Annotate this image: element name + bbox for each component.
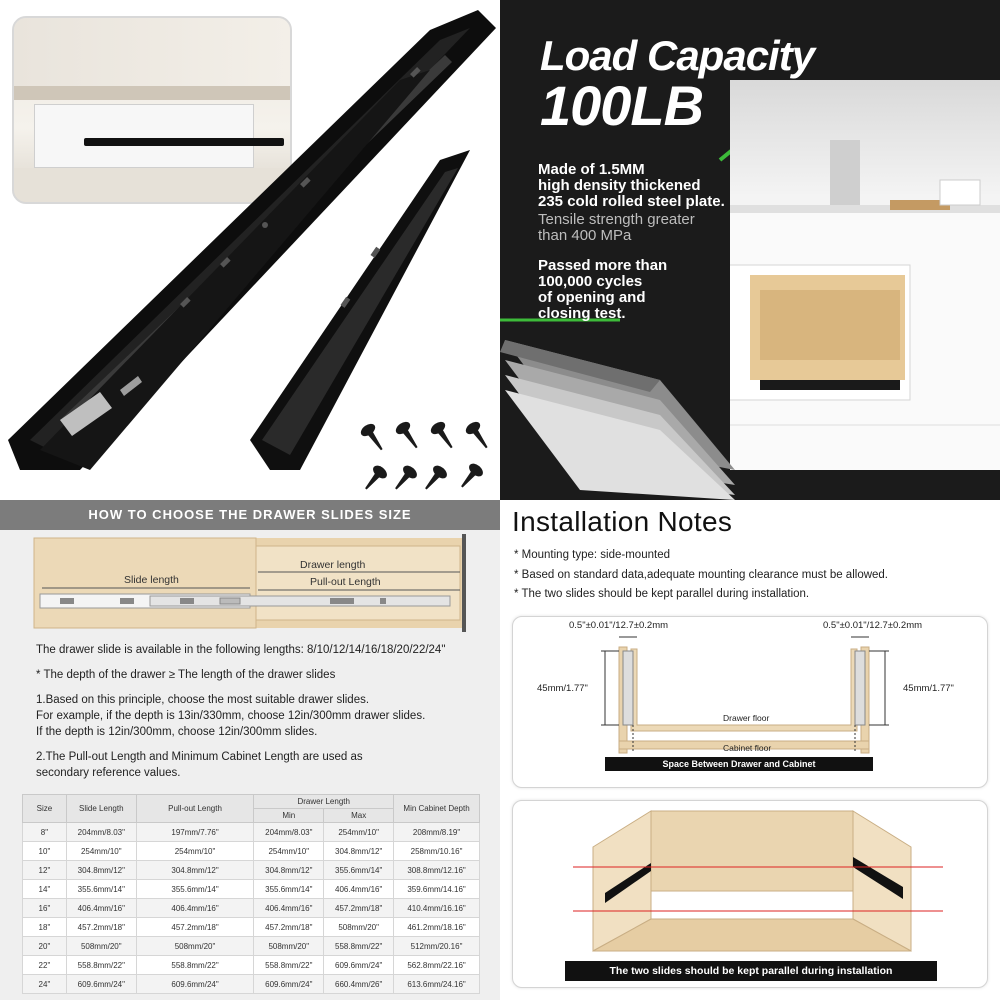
table-cell: 558.8mm/22" [66,956,136,975]
table-row [23,880,480,899]
load-capacity-panel [500,0,1000,500]
table-cell: 558.8mm/22" [324,937,394,956]
clearance-diagram-card [512,616,988,788]
spec-line: high density thickened [538,177,701,194]
load-capacity-value: 100LB [540,74,704,137]
table-row [23,823,480,842]
clearance-right-label: 0.5"±0.01"/12.7±0.2mm [823,620,923,631]
table-cell: 609.6mm/24" [324,956,394,975]
table-cell: 609.6mm/24" [66,975,136,994]
installation-panel [500,500,1000,1000]
height-right-label: 45mm/1.77" [903,683,954,694]
material-specs [538,162,738,322]
spec-line: 235 cold rolled steel plate. [538,193,725,210]
col-min-cabinet: Min Cabinet Depth [394,795,480,823]
table-cell: 204mm/8.03" [66,823,136,842]
table-cell: 461.2mm/18.16" [394,918,480,937]
table-cell: 204mm/8.03" [254,823,324,842]
diagram-label-drawer-length: Drawer length [300,559,366,571]
table-cell: 10" [23,842,67,861]
col-size: Size [23,795,67,823]
table-cell: 304.8mm/12" [324,842,394,861]
load-capacity-title [540,32,815,137]
col-pullout-length: Pull-out Length [136,795,254,823]
height-left-label: 45mm/1.77" [537,683,588,694]
table-row [23,956,480,975]
table-cell: 355.6mm/14" [66,880,136,899]
table-cell: 18" [23,918,67,937]
test-line: closing test. [538,305,626,322]
table-cell: 14" [23,880,67,899]
table-cell: 22" [23,956,67,975]
table-cell: 406.4mm/16" [324,880,394,899]
parallel-diagram-card [512,800,988,988]
table-row [23,899,480,918]
product-photo-panel [0,0,500,500]
reference-line: 2.The Pull-out Length and Minimum Cabinet Length are used as [36,751,363,763]
col-min: Min [254,809,324,823]
mounting-screws [358,420,498,498]
col-max: Max [324,809,394,823]
installation-title: Installation Notes [512,506,733,537]
principle-line: If the depth is 12in/300mm, choose 12in/300mm slides. [36,726,318,738]
cabinet-floor-label: Cabinet floor [723,743,772,753]
table-cell: 406.4mm/16" [66,899,136,918]
table-cell: 16" [23,899,67,918]
table-cell: 609.6mm/24" [254,975,324,994]
depth-rule-text: * The depth of the drawer ≥ The length of the drawer slides [36,669,336,681]
size-guide-text [36,642,476,790]
table-cell: 24" [23,975,67,994]
size-table [22,794,480,994]
table-cell: 609.6mm/24" [136,975,254,994]
table-cell: 355.6mm/14" [254,880,324,899]
table-cell: 508mm/20" [66,937,136,956]
table-cell: 208mm/8.19" [394,823,480,842]
table-cell: 562.8mm/22.16" [394,956,480,975]
spec-line: Made of 1.5MM [538,161,645,178]
tensile-line: Tensile strength greater [538,211,695,228]
space-between-label: Space Between Drawer and Cabinet [605,757,873,771]
installation-note: * Based on standard data,adequate mounting clearance must be allowed. [514,568,889,581]
table-cell: 8" [23,823,67,842]
size-table-body [23,823,480,994]
parallel-label: The two slides should be kept parallel during installation [565,961,937,981]
installation-notes [514,546,888,605]
steel-plates-image [500,320,740,500]
table-cell: 406.4mm/16" [136,899,254,918]
table-cell: 508mm/20" [324,918,394,937]
table-cell: 258mm/10.16" [394,842,480,861]
table-cell: 457.2mm/18" [66,918,136,937]
table-cell: 304.8mm/12" [254,861,324,880]
col-slide-length: Slide Length [66,795,136,823]
table-cell: 254mm/10" [324,823,394,842]
drawer-floor-label: Drawer floor [723,713,770,723]
table-cell: 512mm/20.16" [394,937,480,956]
table-cell: 457.2mm/18" [324,899,394,918]
table-cell: 558.8mm/22" [136,956,254,975]
table-cell: 613.6mm/24.16" [394,975,480,994]
table-row [23,937,480,956]
reference-text [36,749,476,781]
table-cell: 355.6mm/14" [324,861,394,880]
size-guide-panel [0,500,500,1000]
table-cell: 508mm/20" [254,937,324,956]
table-cell: 508mm/20" [136,937,254,956]
table-cell: 457.2mm/18" [136,918,254,937]
availability-text: The drawer slide is available in the following lengths: 8/10/12/14/16/18/20/22/24" [36,644,446,656]
slide-length-diagram [30,534,470,632]
table-cell: 406.4mm/16" [254,899,324,918]
diagram-label-pullout-length: Pull-out Length [310,576,381,588]
table-cell: 558.8mm/22" [254,956,324,975]
tensile-line: than 400 MPa [538,227,632,244]
table-row [23,861,480,880]
diagram-label-slide-length: Slide length [124,574,179,586]
col-drawer-length: Drawer Length [254,795,394,809]
principle-text [36,692,476,740]
table-cell: 197mm/7.76" [136,823,254,842]
principle-line: For example, if the depth is 13in/330mm, choose 12in/300mm drawer slides. [36,710,426,722]
table-cell: 355.6mm/14" [136,880,254,899]
table-cell: 410.4mm/16.16" [394,899,480,918]
principle-line: 1.Based on this principle, choose the most suitable drawer slides. [36,694,370,706]
test-line: Passed more than [538,257,668,274]
installation-note: * The two slides should be kept parallel during installation. [514,588,810,600]
table-cell: 20" [23,937,67,956]
test-line: 100,000 cycles [538,273,643,290]
table-cell: 304.8mm/12" [66,861,136,880]
load-capacity-line1: Load Capacity [540,32,815,79]
table-cell: 254mm/10" [254,842,324,861]
table-cell: 254mm/10" [66,842,136,861]
table-cell: 304.8mm/12" [136,861,254,880]
table-row [23,975,480,994]
test-line: of opening and [538,289,646,306]
table-cell: 308.8mm/12.16" [394,861,480,880]
table-cell: 359.6mm/14.16" [394,880,480,899]
reference-line: secondary reference values. [36,767,181,779]
table-cell: 254mm/10" [136,842,254,861]
kitchen-photo [730,80,1000,470]
installation-note: * Mounting type: side-mounted [514,549,670,561]
clearance-left-label: 0.5"±0.01"/12.7±0.2mm [569,620,669,631]
table-cell: 660.4mm/26" [324,975,394,994]
table-cell: 12" [23,861,67,880]
size-guide-header: HOW TO CHOOSE THE DRAWER SLIDES SIZE [0,500,500,530]
table-row [23,842,480,861]
table-cell: 457.2mm/18" [254,918,324,937]
table-row [23,918,480,937]
